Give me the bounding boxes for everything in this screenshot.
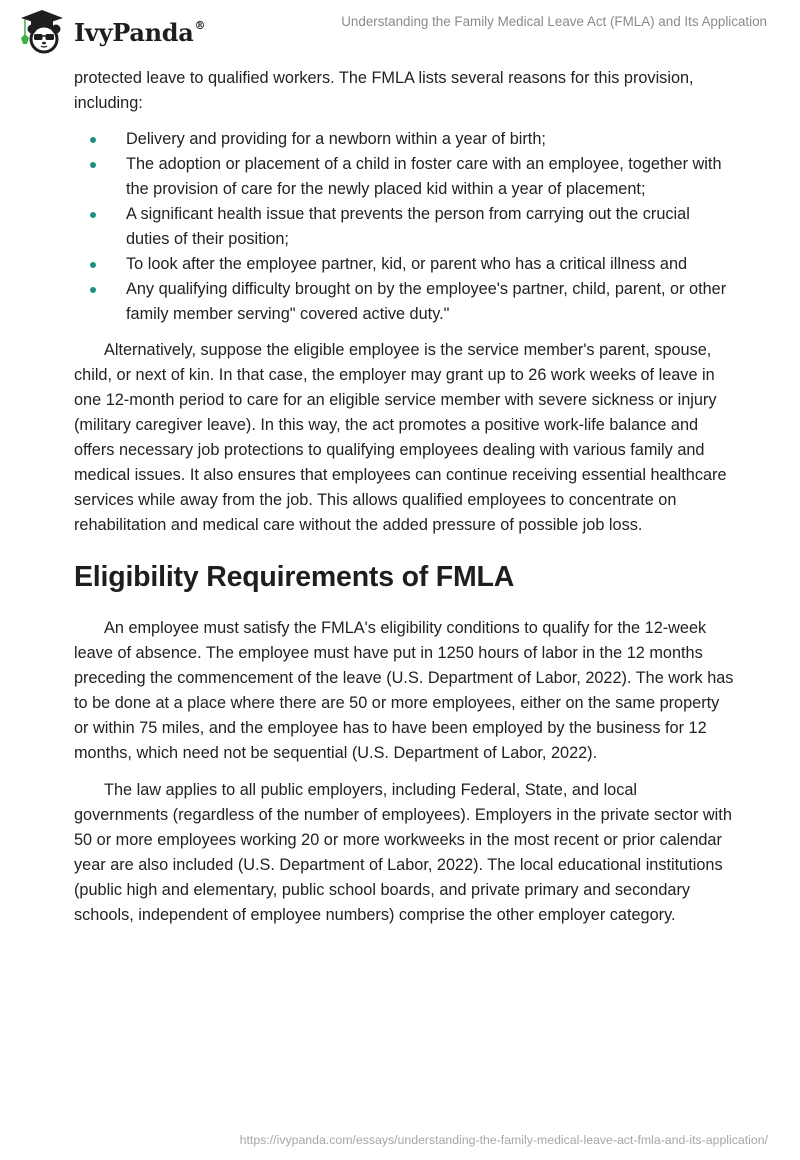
- intro-paragraph: protected leave to qualified workers. The FMLA lists several reasons for this provision, including:: [74, 69, 694, 112]
- bullet-icon: [90, 262, 96, 268]
- bullet-icon: [90, 162, 96, 168]
- bullet-icon: [90, 137, 96, 143]
- list-item: Delivery and providing for a newborn within a year of birth;: [74, 127, 734, 152]
- ivypanda-logo[interactable]: [17, 8, 205, 54]
- bullet-icon: [90, 212, 96, 218]
- eligibility-paragraph: An employee must satisfy the FMLA's eligibility conditions to qualify for the 12-week leave of absence. The employee must have put in 1250 hours of labor in the 12 months preceding the commencement of the leave (U.S. Department of Labor, 2022). The work has to be done at a place where there are 50 or more employees, either on the same property or within 75 miles, and the employee has to have been employed by the business for 12 months, which need not be sequential (U.S. Department of Labor, 2022).: [74, 619, 734, 762]
- employers-paragraph: The law applies to all public employers, including Federal, State, and local governments (regardless of the number of employees). Employers in the private sector with 50 or more employees working 20 or more workweeks in the most recent or prior calendar year are also included (U.S. Department of Labor, 2022). The local educational institutions (public high and elementary, public school boards, and private primary and secondary schools, independent of employee numbers) comprise the other employer category.: [74, 781, 732, 924]
- document-title: Understanding the Family Medical Leave Act (FMLA) and Its Application: [341, 14, 767, 29]
- logo-wordmark: IvyPanda®: [74, 17, 206, 47]
- source-url[interactable]: https://ivypanda.com/essays/understanding-the-family-medical-leave-act-fmla-and-its-application/: [239, 1133, 768, 1147]
- registered-mark: ®: [194, 18, 206, 32]
- military-caregiver-paragraph: Alternatively, suppose the eligible employee is the service member's parent, spouse, child, or next of kin. In that case, the employer may grant up to 26 work weeks of leave in one 12-month period to care for an eligible service member with severe sickness or injury (military caregiver leave). In this way, the act promotes a positive work-life balance and offers necessary job protections to qualifying employees dealing with various family and medical issues. It also ensures that employees can continue receiving essential healthcare services while away from the job. This allows qualified employees to concentrate on rehabilitation and medical care without the added pressure of possible job loss.: [74, 341, 727, 534]
- list-item: A significant health issue that prevents the person from carrying out the crucial duties of their position;: [74, 202, 734, 252]
- section-heading: Eligibility Requirements of FMLA: [74, 561, 515, 593]
- reasons-list: [74, 127, 734, 327]
- panda-graduate-icon: [17, 8, 67, 54]
- list-item: The adoption or placement of a child in foster care with an employee, together with the provision of care for the newly placed kid within a year of placement;: [74, 152, 734, 202]
- bullet-icon: [90, 287, 96, 293]
- page-header: [0, 0, 800, 58]
- essay-content: [74, 66, 734, 940]
- list-item: To look after the employee partner, kid, or parent who has a critical illness and: [74, 252, 734, 277]
- list-item: Any qualifying difficulty brought on by the employee's partner, child, parent, or other family member serving" covered active duty.": [74, 277, 734, 327]
